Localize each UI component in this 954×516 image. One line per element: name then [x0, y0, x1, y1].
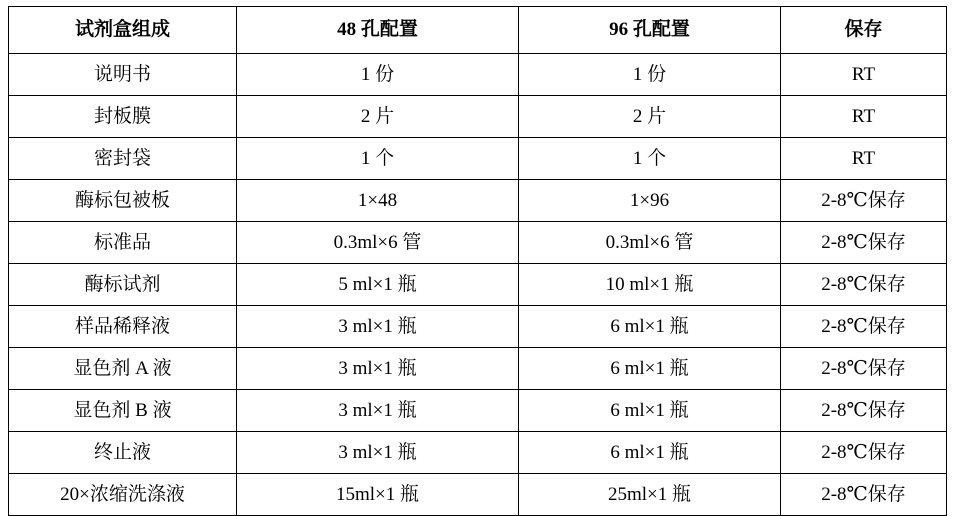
cell-component: 标准品 — [9, 222, 237, 264]
cell-storage: 2-8℃保存 — [781, 222, 947, 264]
cell-component: 20×浓缩洗涤液 — [9, 474, 237, 516]
table-row — [9, 222, 947, 264]
cell-96-well: 0.3ml×6 管 — [519, 222, 781, 264]
cell-storage: 2-8℃保存 — [781, 180, 947, 222]
cell-48-well: 1×48 — [237, 180, 519, 222]
cell-48-well: 1 个 — [237, 138, 519, 180]
table-row — [9, 432, 947, 474]
table-header-row — [9, 7, 947, 54]
column-header-96-well: 96 孔配置 — [519, 7, 781, 54]
table-row — [9, 54, 947, 96]
cell-storage: 2-8℃保存 — [781, 432, 947, 474]
cell-48-well: 1 份 — [237, 54, 519, 96]
cell-96-well: 6 ml×1 瓶 — [519, 306, 781, 348]
cell-48-well: 3 ml×1 瓶 — [237, 348, 519, 390]
column-header-component: 试剂盒组成 — [9, 7, 237, 54]
cell-component: 酶标试剂 — [9, 264, 237, 306]
column-header-48-well: 48 孔配置 — [237, 7, 519, 54]
table-row — [9, 264, 947, 306]
cell-48-well: 5 ml×1 瓶 — [237, 264, 519, 306]
table-header — [9, 7, 947, 54]
table-row — [9, 474, 947, 516]
cell-storage: 2-8℃保存 — [781, 348, 947, 390]
cell-96-well: 10 ml×1 瓶 — [519, 264, 781, 306]
cell-component: 酶标包被板 — [9, 180, 237, 222]
cell-48-well: 3 ml×1 瓶 — [237, 432, 519, 474]
cell-96-well: 2 片 — [519, 96, 781, 138]
cell-component: 样品稀释液 — [9, 306, 237, 348]
cell-component: 显色剂 A 液 — [9, 348, 237, 390]
table-row — [9, 390, 947, 432]
column-header-storage: 保存 — [781, 7, 947, 54]
kit-composition-table — [8, 6, 947, 516]
table-row — [9, 96, 947, 138]
table-row — [9, 138, 947, 180]
cell-storage: 2-8℃保存 — [781, 306, 947, 348]
table-row — [9, 348, 947, 390]
cell-96-well: 6 ml×1 瓶 — [519, 348, 781, 390]
cell-component: 封板膜 — [9, 96, 237, 138]
table-row — [9, 306, 947, 348]
cell-48-well: 2 片 — [237, 96, 519, 138]
table-body — [9, 54, 947, 516]
cell-48-well: 3 ml×1 瓶 — [237, 390, 519, 432]
cell-48-well: 3 ml×1 瓶 — [237, 306, 519, 348]
cell-storage: 2-8℃保存 — [781, 390, 947, 432]
cell-48-well: 15ml×1 瓶 — [237, 474, 519, 516]
cell-component: 终止液 — [9, 432, 237, 474]
cell-component: 密封袋 — [9, 138, 237, 180]
cell-storage: 2-8℃保存 — [781, 474, 947, 516]
cell-48-well: 0.3ml×6 管 — [237, 222, 519, 264]
cell-96-well: 1 个 — [519, 138, 781, 180]
cell-storage: RT — [781, 54, 947, 96]
cell-storage: RT — [781, 138, 947, 180]
cell-96-well: 6 ml×1 瓶 — [519, 390, 781, 432]
table-row — [9, 180, 947, 222]
cell-96-well: 1×96 — [519, 180, 781, 222]
cell-96-well: 1 份 — [519, 54, 781, 96]
cell-storage: RT — [781, 96, 947, 138]
cell-96-well: 25ml×1 瓶 — [519, 474, 781, 516]
cell-96-well: 6 ml×1 瓶 — [519, 432, 781, 474]
cell-storage: 2-8℃保存 — [781, 264, 947, 306]
cell-component: 显色剂 B 液 — [9, 390, 237, 432]
cell-component: 说明书 — [9, 54, 237, 96]
